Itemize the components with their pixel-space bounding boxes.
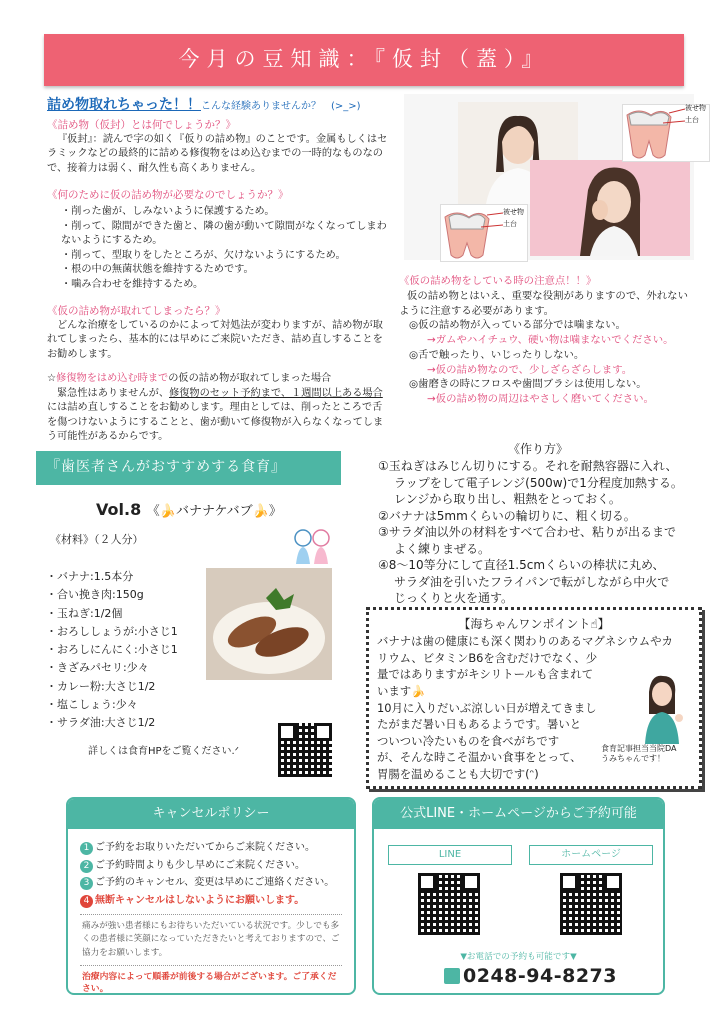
onepoint-line: 胃腸を温めることも大切です(ᵔ): [377, 766, 539, 781]
woman-toothache-photo: [530, 160, 690, 256]
number-4-icon: 4: [80, 895, 93, 908]
children-icon: [288, 526, 336, 566]
step-line: ④8〜10等分にして直径1.5cmくらいの棒状に丸め、: [378, 558, 665, 573]
caution-sub: →仮の詰め物なので、少しざらざらします。: [427, 363, 633, 376]
title-banner: [44, 34, 684, 86]
step-line: サラダ油を引いたフライパンで転がしながら中火で: [394, 574, 670, 589]
recipe-title: Vol.8 《🍌バナナケバブ🍌》: [96, 500, 282, 519]
list-item: ・噛み合わせを維持するため。: [61, 278, 204, 290]
onepoint-line: リウム、ビタミンB6を含むだけでなく、少: [377, 650, 598, 665]
label-base: 土台: [503, 220, 517, 228]
label-cover: 被せ物: [685, 104, 706, 112]
umi-caption: 食育記事担当当院DA うみちゃんです！: [601, 744, 677, 763]
list-item: ・塩こしょう:少々: [46, 697, 138, 711]
list-item: ・きざみパセリ:少々: [46, 661, 149, 675]
line-button[interactable]: LINE: [388, 845, 512, 865]
onepoint-line: 量ではありますがキシリトールも含まれて: [377, 667, 594, 682]
list-item: ・合い挽き肉:150g: [46, 588, 144, 602]
list-item: 3 ご予約のキャンセル、変更は早めにご連絡ください。: [80, 874, 342, 892]
onepoint-line: が、そんな時こそ温かい食事をとって、: [377, 750, 582, 765]
cancel-policy-card: [66, 797, 356, 995]
intro-headline-sub: こんな経験ありませんか？ (>_>): [201, 101, 361, 112]
homepage-button[interactable]: ホームページ: [529, 845, 653, 865]
food-dish-icon: [206, 568, 332, 680]
step-line: ①玉ねぎはみじん切りにする。それを耐熱容器に入れ、: [378, 459, 678, 473]
caution-title: 《仮の詰め物をしている時の注意点！！》: [399, 275, 597, 287]
list-item: ・玉ねぎ:1/2個: [46, 606, 123, 620]
paragraph-case: ☆修復物をはめ込む時までの仮の詰め物が取れてしまった場合: [47, 373, 332, 385]
onepoint-line: ついつい冷たいものを食べがちです: [377, 733, 560, 748]
intro-section: [47, 96, 392, 445]
number-3-icon: 3: [80, 877, 93, 890]
recipe-banner: [36, 451, 341, 485]
caution-item: ◎歯磨きの時にフロスや歯間ブラシは使用しない。: [409, 378, 647, 391]
intro-headline: 詰め物取れちゃった！！: [47, 97, 201, 113]
step-line: ③サラダ油以外の材料をすべて合わせ、粘りが出るまで: [378, 525, 677, 540]
recipe-banner-title: 『歯医者さんがおすすめする食育』: [46, 459, 287, 476]
banana-kebab-photo: [206, 568, 332, 680]
recipe-qr-code[interactable]: [278, 723, 332, 777]
list-item: 2 ご予約時間よりも少し早めにご来院ください。: [80, 857, 342, 875]
line-qr-code[interactable]: [418, 873, 480, 935]
reservation-title: 公式LINE・ホームページからご予約可能: [374, 799, 663, 829]
recipe-name: 《🍌バナナケバブ🍌》: [146, 504, 282, 519]
homepage-qr-code[interactable]: [560, 873, 622, 935]
kids-illustration: [288, 526, 336, 566]
onepoint-line: たがまだ暑い日もあるようです。暑いと: [377, 717, 582, 732]
cancel-footnote: 治療内容によって順番が前後する場合がございます。ご了承ください。: [82, 971, 337, 995]
cancel-list: [68, 829, 354, 909]
onepoint-line: います🍌: [377, 683, 426, 698]
caution-item: ◎仮の詰め物が入っている部分では噛まない。: [409, 319, 626, 332]
paragraph-definition: 『仮封』：読んで字の如く『仮りの詰め物』のことです。金属もしくはセラミックなどの最終的に詰める修復物をはめ込むまでの一時的なものなので、接着力は弱く、耐久性も高くありません。: [47, 133, 388, 174]
step-line: レンジから取り出し、粗熱をとっておく。: [394, 492, 621, 507]
step-line: ラップをして電子レンジ(500w)で1分程度加熱する。: [394, 475, 683, 490]
divider: [80, 965, 342, 966]
question-what: 《詰め物（仮封）とは何でしょうか？》: [47, 118, 236, 131]
phone-number[interactable]: 0248-94-8273: [444, 963, 617, 990]
call-note: ▼お電話での予約も可能です▼: [460, 952, 577, 962]
steps-list: [378, 458, 694, 607]
question-if-lost: 《仮の詰め物が取れてしまったら？》: [47, 305, 226, 318]
caution-item: ◎舌で触ったり、いじったりしない。: [409, 348, 585, 361]
tooth-diagram-top: [622, 104, 710, 162]
list-item: ・削って、型取りをしたところが、欠けないようにするため。: [61, 249, 346, 261]
reason-list: [47, 205, 392, 292]
steps-title: 《作り方》: [508, 442, 569, 456]
umi-chan-illustration: [637, 672, 687, 744]
ingredient-list: [46, 568, 178, 732]
reservation-card: [372, 797, 665, 995]
onepoint-line: バナナは歯の健康にも深く関わりのあるマグネシウムやカ: [377, 634, 673, 649]
cancel-policy-title: キャンセルポリシー: [68, 799, 354, 829]
tooth-diagram-bottom: [440, 204, 528, 262]
step-line: ②バナナは5mmくらいの輪切りに、粗く切る。: [378, 508, 636, 523]
list-item: ・根の中の無菌状態を維持するためです。: [61, 264, 254, 276]
number-2-icon: 2: [80, 860, 93, 873]
list-item: ・削って、隙間ができた歯と、隣の歯が動いて隙間がなくなってしまわないようにするため。: [61, 220, 387, 247]
number-1-icon: 1: [80, 842, 93, 855]
list-item: 4 無断キャンセルはしないようにお願いします。: [80, 892, 342, 910]
step-line: よく練りまぜる。: [394, 541, 491, 556]
divider: [80, 914, 342, 915]
step-line: じっくりと火を通す。: [394, 591, 514, 606]
caution-sub: →ガムやハイチュウ、硬い物は噛まないでください。: [427, 334, 674, 347]
list-item: ・バナナ:1.5本分: [46, 570, 134, 583]
page-title: 今月の豆知識：『仮封（蓋）』: [178, 47, 550, 72]
onepoint-line: 10月に入りだいぶ涼しい日が増えてきまし: [377, 700, 597, 715]
paragraph-if-lost: どんな治療をしているのかによって対処法が変わりますが、詰め物が取れてしまったら、基本的には早めにご来院いただき、詰め直しすることをお勧めします。: [47, 319, 383, 360]
list-item: ・カレー粉:大さじ1/2: [46, 679, 156, 693]
list-item: ・削った歯が、しみないように保護するため。: [61, 206, 275, 218]
ingredients-title: 《材料》（２人分）: [50, 533, 144, 546]
cancel-note: 痛みが強い患者様にもお待ちいただいている状況です。少しでも多くの患者様に笑顔になっていただきたいと考えておりますので、ご協力をお願いします。: [82, 921, 340, 958]
detail-link-text: 詳しくは食育HPをご覧ください.ᐟ: [88, 746, 239, 757]
list-item: ・サラダ油:大さじ1/2: [46, 716, 156, 729]
list-item: 1 ご予約をお取りいただいてからご来院ください。: [80, 839, 342, 857]
list-item: ・おろししょうが:小さじ1: [46, 624, 178, 638]
label-base: 土台: [685, 116, 699, 124]
onepoint-box: [366, 607, 702, 789]
caution-lead: 仮の詰め物とはいえ、重要な役割がありますので、外れないように注意する必要があります。: [399, 289, 688, 317]
caution-section: [399, 274, 695, 407]
thumbs-up-person-icon: [637, 672, 687, 744]
question-why: 《何のために仮の詰め物が必要なのでしょうか？》: [47, 189, 289, 202]
woman-toothache-icon: [530, 160, 690, 256]
onepoint-title: 【海ちゃんワンポイント☝】: [458, 617, 610, 631]
label-cover: 被せ物: [503, 208, 524, 216]
paragraph-advice: 緊急性はありませんが、修復物のセット予約まで、１週間以上ある場合には詰め直しすることをお勧めします。理由としては、削ったところで舌を傷つけないようにすることと、歯が動いて修復物が入らなくなってしまう可能性があるからです。: [47, 387, 384, 443]
phone-icon: [444, 968, 460, 984]
caution-sub: →仮の詰め物の周辺はやさしく磨いてください。: [427, 393, 654, 406]
list-item: ・おろしにんにく:小さじ1: [46, 643, 178, 656]
